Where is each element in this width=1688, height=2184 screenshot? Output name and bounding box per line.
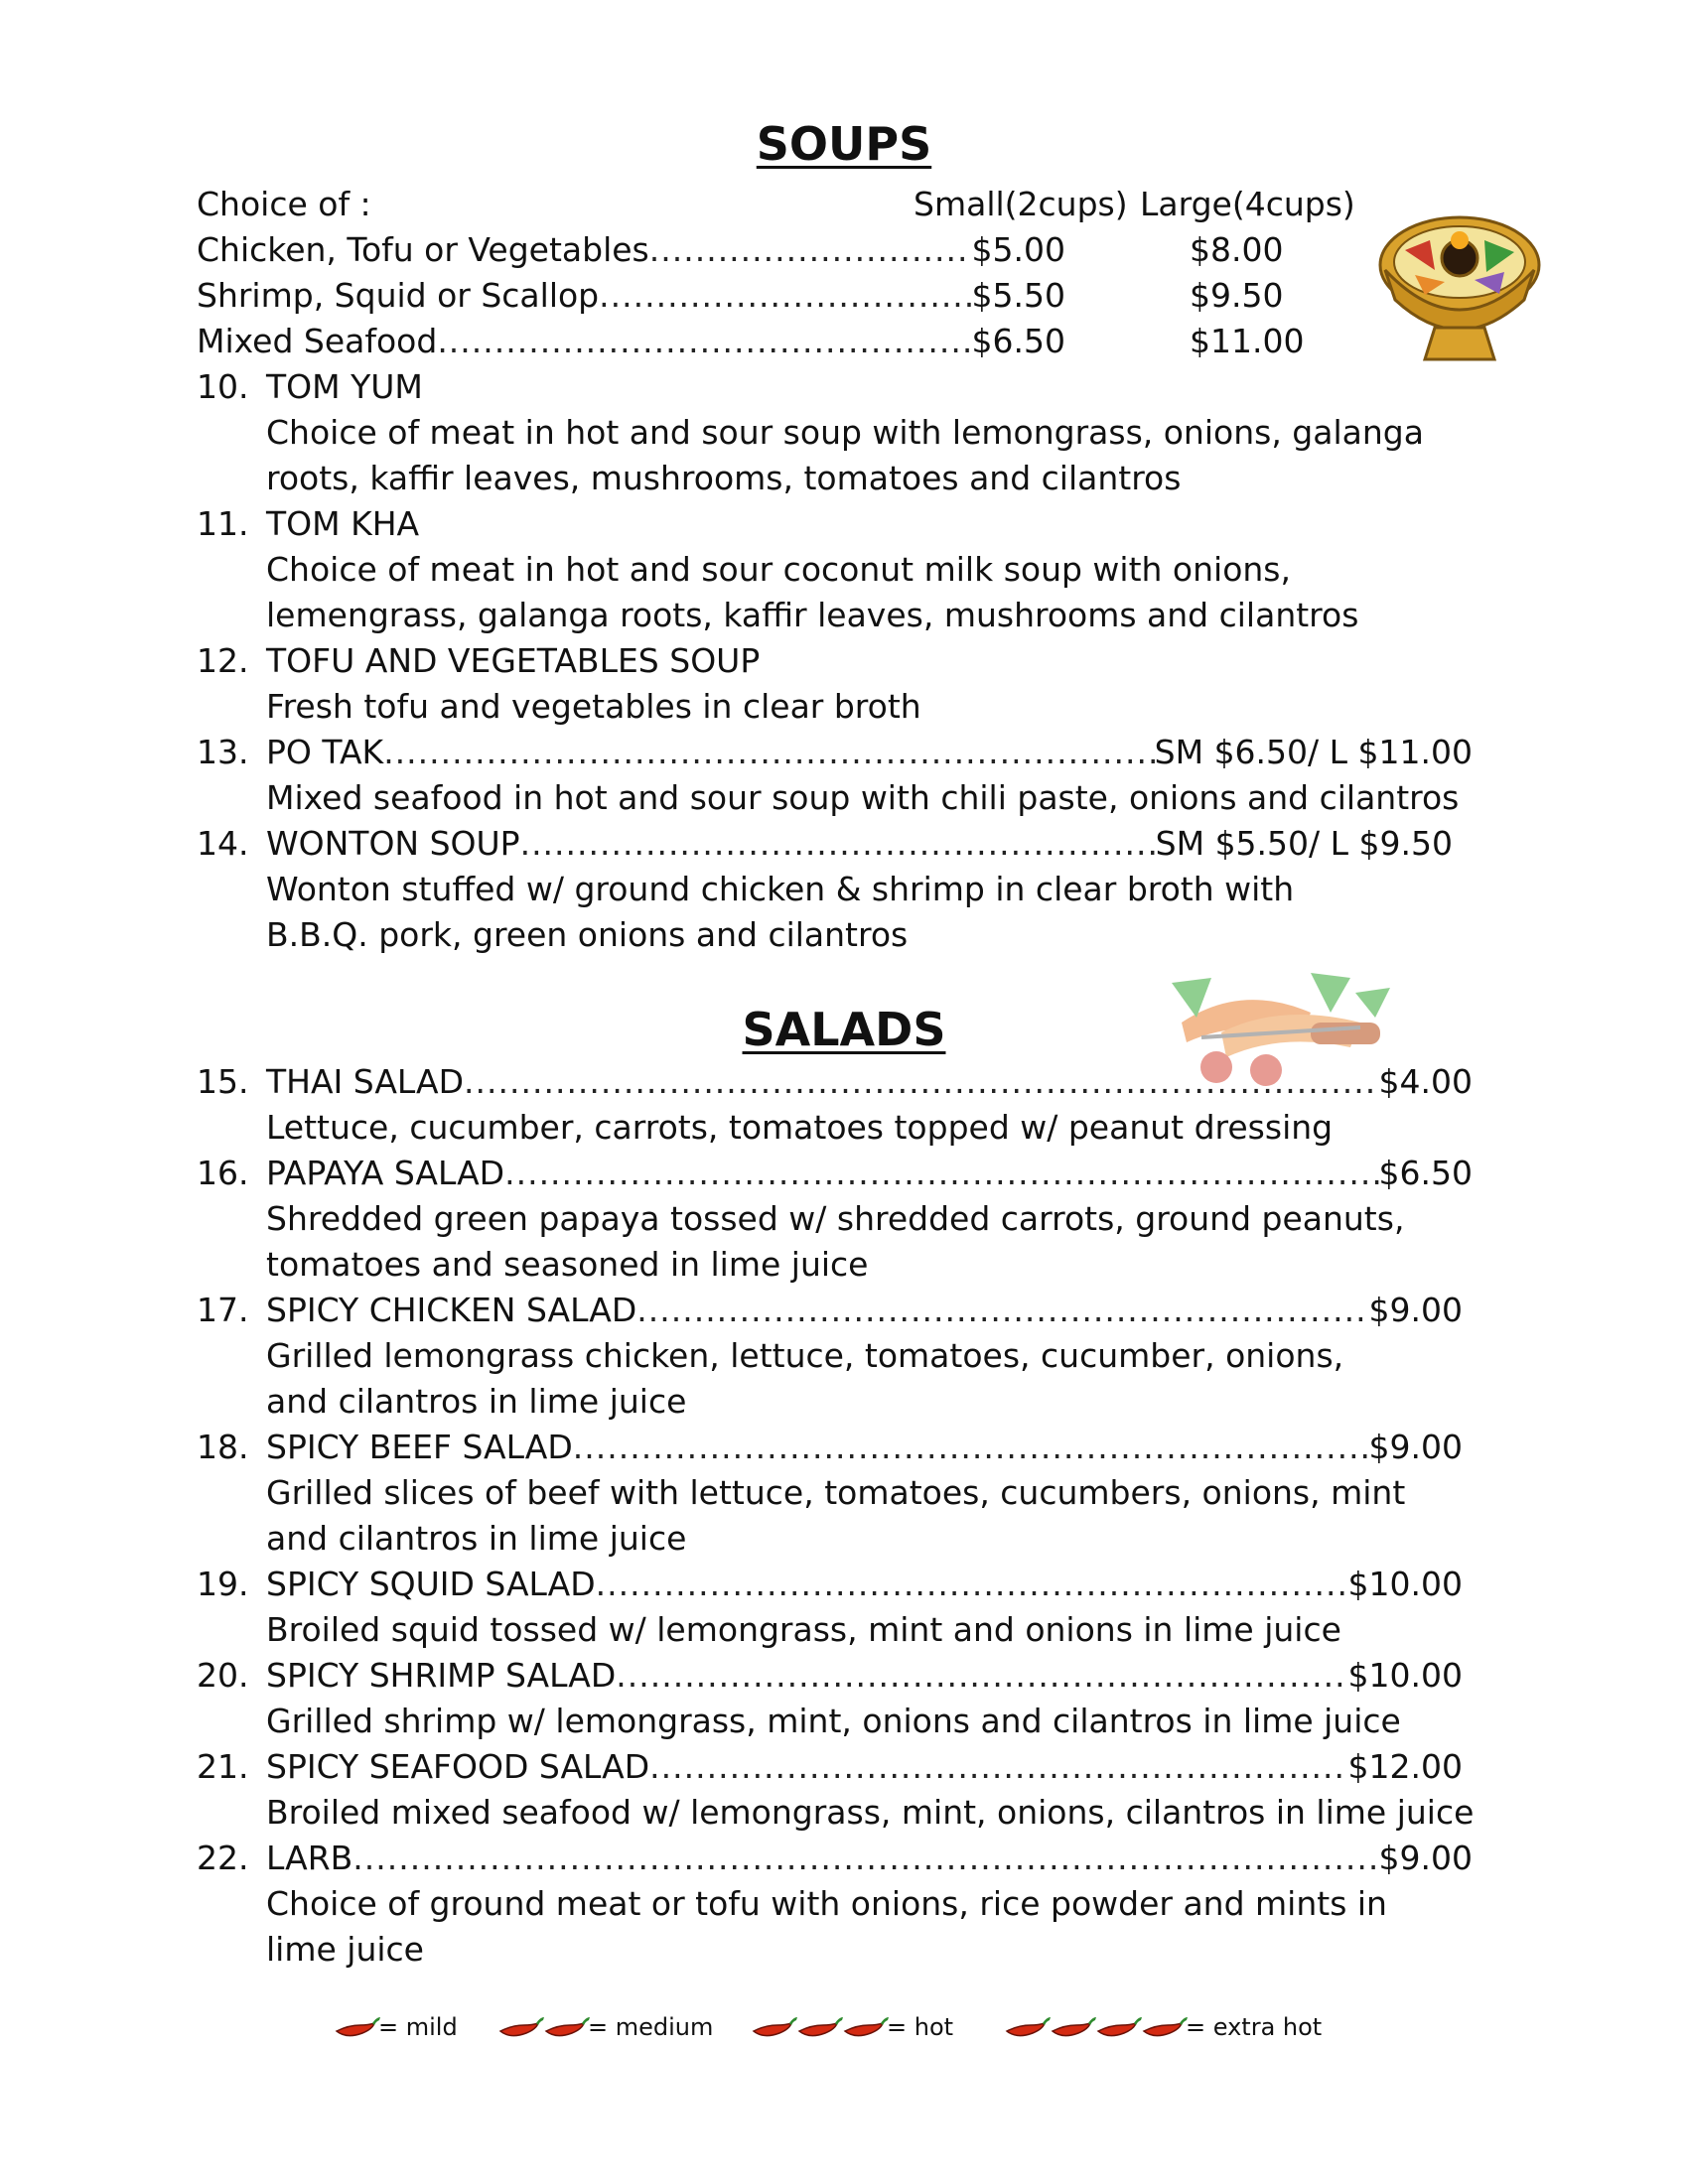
item-price: SM $5.50/ L $9.50 [1155,824,1453,863]
item-name: SPICY SEAFOOD SALAD [266,1747,650,1786]
item-name: TOM KHA [266,504,420,543]
soup-option-large-price: $8.00 [1190,230,1284,269]
menu-item-title [197,365,423,409]
legend-extra-hot [1003,2013,1322,2041]
small-column-header: Small(2cups) [914,185,1128,223]
item-number: 18. [197,1428,249,1466]
item-price: $12.00 [1347,1747,1463,1786]
item-name: SPICY SQUID SALAD [266,1565,596,1603]
salads-heading: SALADS [742,1003,946,1056]
item-name: SPICY SHRIMP SALAD [266,1656,617,1695]
item-number: 17. [197,1291,249,1329]
menu-item-title [197,822,1453,866]
item-price: $4.00 [1378,1062,1473,1101]
item-price: $9.00 [1368,1291,1463,1329]
soup-bowl-icon [1375,210,1544,369]
chili-pepper-icon [750,2013,799,2041]
item-description: and cilantros in lime juice [266,1382,687,1421]
menu-item-title [197,731,1473,774]
item-description: Lettuce, cucumber, carrots, tomatoes topped w/ peanut dressing [266,1108,1334,1147]
soup-option-name: Chicken, Tofu or Vegetables [197,230,649,269]
menu-item-title [197,1654,1463,1698]
menu-item-title [197,1152,1473,1195]
item-description: Shredded green papaya tossed w/ shredded carrots, ground peanuts, [266,1199,1405,1238]
item-description: Mixed seafood in hot and sour soup with chili paste, onions and cilantros [266,778,1460,817]
item-description: Broiled mixed seafood w/ lemongrass, mint, onions, cilantros in lime juice [266,1793,1475,1832]
item-name: WONTON SOUP [266,824,520,863]
legend-medium [496,2013,713,2041]
item-description: Grilled lemongrass chicken, lettuce, tomatoes, cucumber, onions, [266,1336,1344,1375]
item-name: TOM YUM [266,367,423,406]
chili-pepper-icon [795,2013,845,2041]
item-number: 21. [197,1747,249,1786]
item-description: Grilled slices of beef with lettuce, tomatoes, cucumbers, onions, mint [266,1473,1406,1512]
item-description: Choice of meat in hot and sour coconut milk soup with onions, [266,550,1291,589]
item-number: 11. [197,504,249,543]
item-name: SPICY BEEF SALAD [266,1428,573,1466]
item-description: and cilantros in lime juice [266,1519,687,1558]
item-number: 10. [197,367,249,406]
menu-item-title [197,1426,1463,1469]
item-description: Grilled shrimp w/ lemongrass, mint, onions and cilantros in lime juice [266,1702,1401,1740]
soup-option-row [197,274,1065,318]
item-number: 16. [197,1154,249,1192]
chili-pepper-icon [1140,2013,1190,2041]
item-description: lemengrass, galanga roots, kaffir leaves, mushrooms and cilantros [266,596,1359,634]
soup-option-name: Shrimp, Squid or Scallop [197,276,600,315]
item-name: THAI SALAD [266,1062,465,1101]
chili-pepper-icon [1094,2013,1144,2041]
item-description: Choice of ground meat or tofu with onions, rice powder and mints in [266,1884,1387,1923]
soup-option-small-price: $5.50 [971,276,1065,315]
item-name: PO TAK [266,733,384,771]
large-column-header: Large(4cups) [1140,185,1355,223]
item-number: 19. [197,1565,249,1603]
item-description: roots, kaffir leaves, mushrooms, tomatoes and cilantros [266,459,1182,497]
item-price: SM $6.50/ L $11.00 [1154,733,1473,771]
item-price: $10.00 [1347,1565,1463,1603]
soup-option-large-price: $11.00 [1190,322,1305,360]
item-price: $10.00 [1347,1656,1463,1695]
chili-pepper-icon [1049,2013,1098,2041]
chili-pepper-icon [841,2013,891,2041]
item-description: tomatoes and seasoned in lime juice [266,1245,869,1284]
soup-option-small-price: $5.00 [971,230,1065,269]
menu-item-title [197,1060,1473,1104]
menu-item-title [197,1289,1463,1332]
chili-group [750,2013,887,2041]
chili-group [1003,2013,1186,2041]
chili-group [333,2013,378,2041]
item-description: Fresh tofu and vegetables in clear broth [266,687,921,726]
item-number: 14. [197,824,249,863]
chili-group [496,2013,588,2041]
menu-item-title [197,502,419,546]
item-name: TOFU AND VEGETABLES SOUP [266,641,761,680]
legend-label: = hot [887,2013,954,2041]
item-name: SPICY CHICKEN SALAD [266,1291,637,1329]
soup-option-large-price: $9.50 [1190,276,1284,315]
soup-option-small-price: $6.50 [971,322,1065,360]
item-number: 12. [197,641,249,680]
item-price: $6.50 [1378,1154,1473,1192]
choice-label: Choice of : [197,185,371,223]
spice-legend [0,2013,1688,2063]
menu-item-title [197,1837,1473,1880]
chili-pepper-icon [333,2013,382,2041]
chili-pepper-icon [496,2013,546,2041]
item-description: lime juice [266,1930,424,1969]
legend-hot [750,2013,953,2041]
item-number: 20. [197,1656,249,1695]
item-price: $9.00 [1378,1839,1473,1877]
soup-option-name: Mixed Seafood [197,322,438,360]
legend-label: = extra hot [1186,2013,1323,2041]
legend-label: = mild [378,2013,458,2041]
item-description: B.B.Q. pork, green onions and cilantros [266,915,909,954]
menu-item-title [197,1563,1463,1606]
item-number: 15. [197,1062,249,1101]
legend-mild [333,2013,458,2041]
item-number: 22. [197,1839,249,1877]
item-name: LARB [266,1839,353,1877]
chili-pepper-icon [542,2013,592,2041]
soup-option-row [197,228,1065,272]
item-description: Wonton stuffed w/ ground chicken & shrimp in clear broth with [266,870,1295,908]
menu-item-title [197,639,760,683]
item-description: Broiled squid tossed w/ lemongrass, mint and onions in lime juice [266,1610,1341,1649]
menu-item-title [197,1745,1463,1789]
item-description: Choice of meat in hot and sour soup with lemongrass, onions, galanga [266,413,1424,452]
item-number: 13. [197,733,249,771]
soups-heading: SOUPS [756,117,932,171]
soup-option-row [197,320,1065,363]
legend-label: = medium [588,2013,714,2041]
chili-pepper-icon [1003,2013,1053,2041]
item-price: $9.00 [1368,1428,1463,1466]
item-name: PAPAYA SALAD [266,1154,505,1192]
